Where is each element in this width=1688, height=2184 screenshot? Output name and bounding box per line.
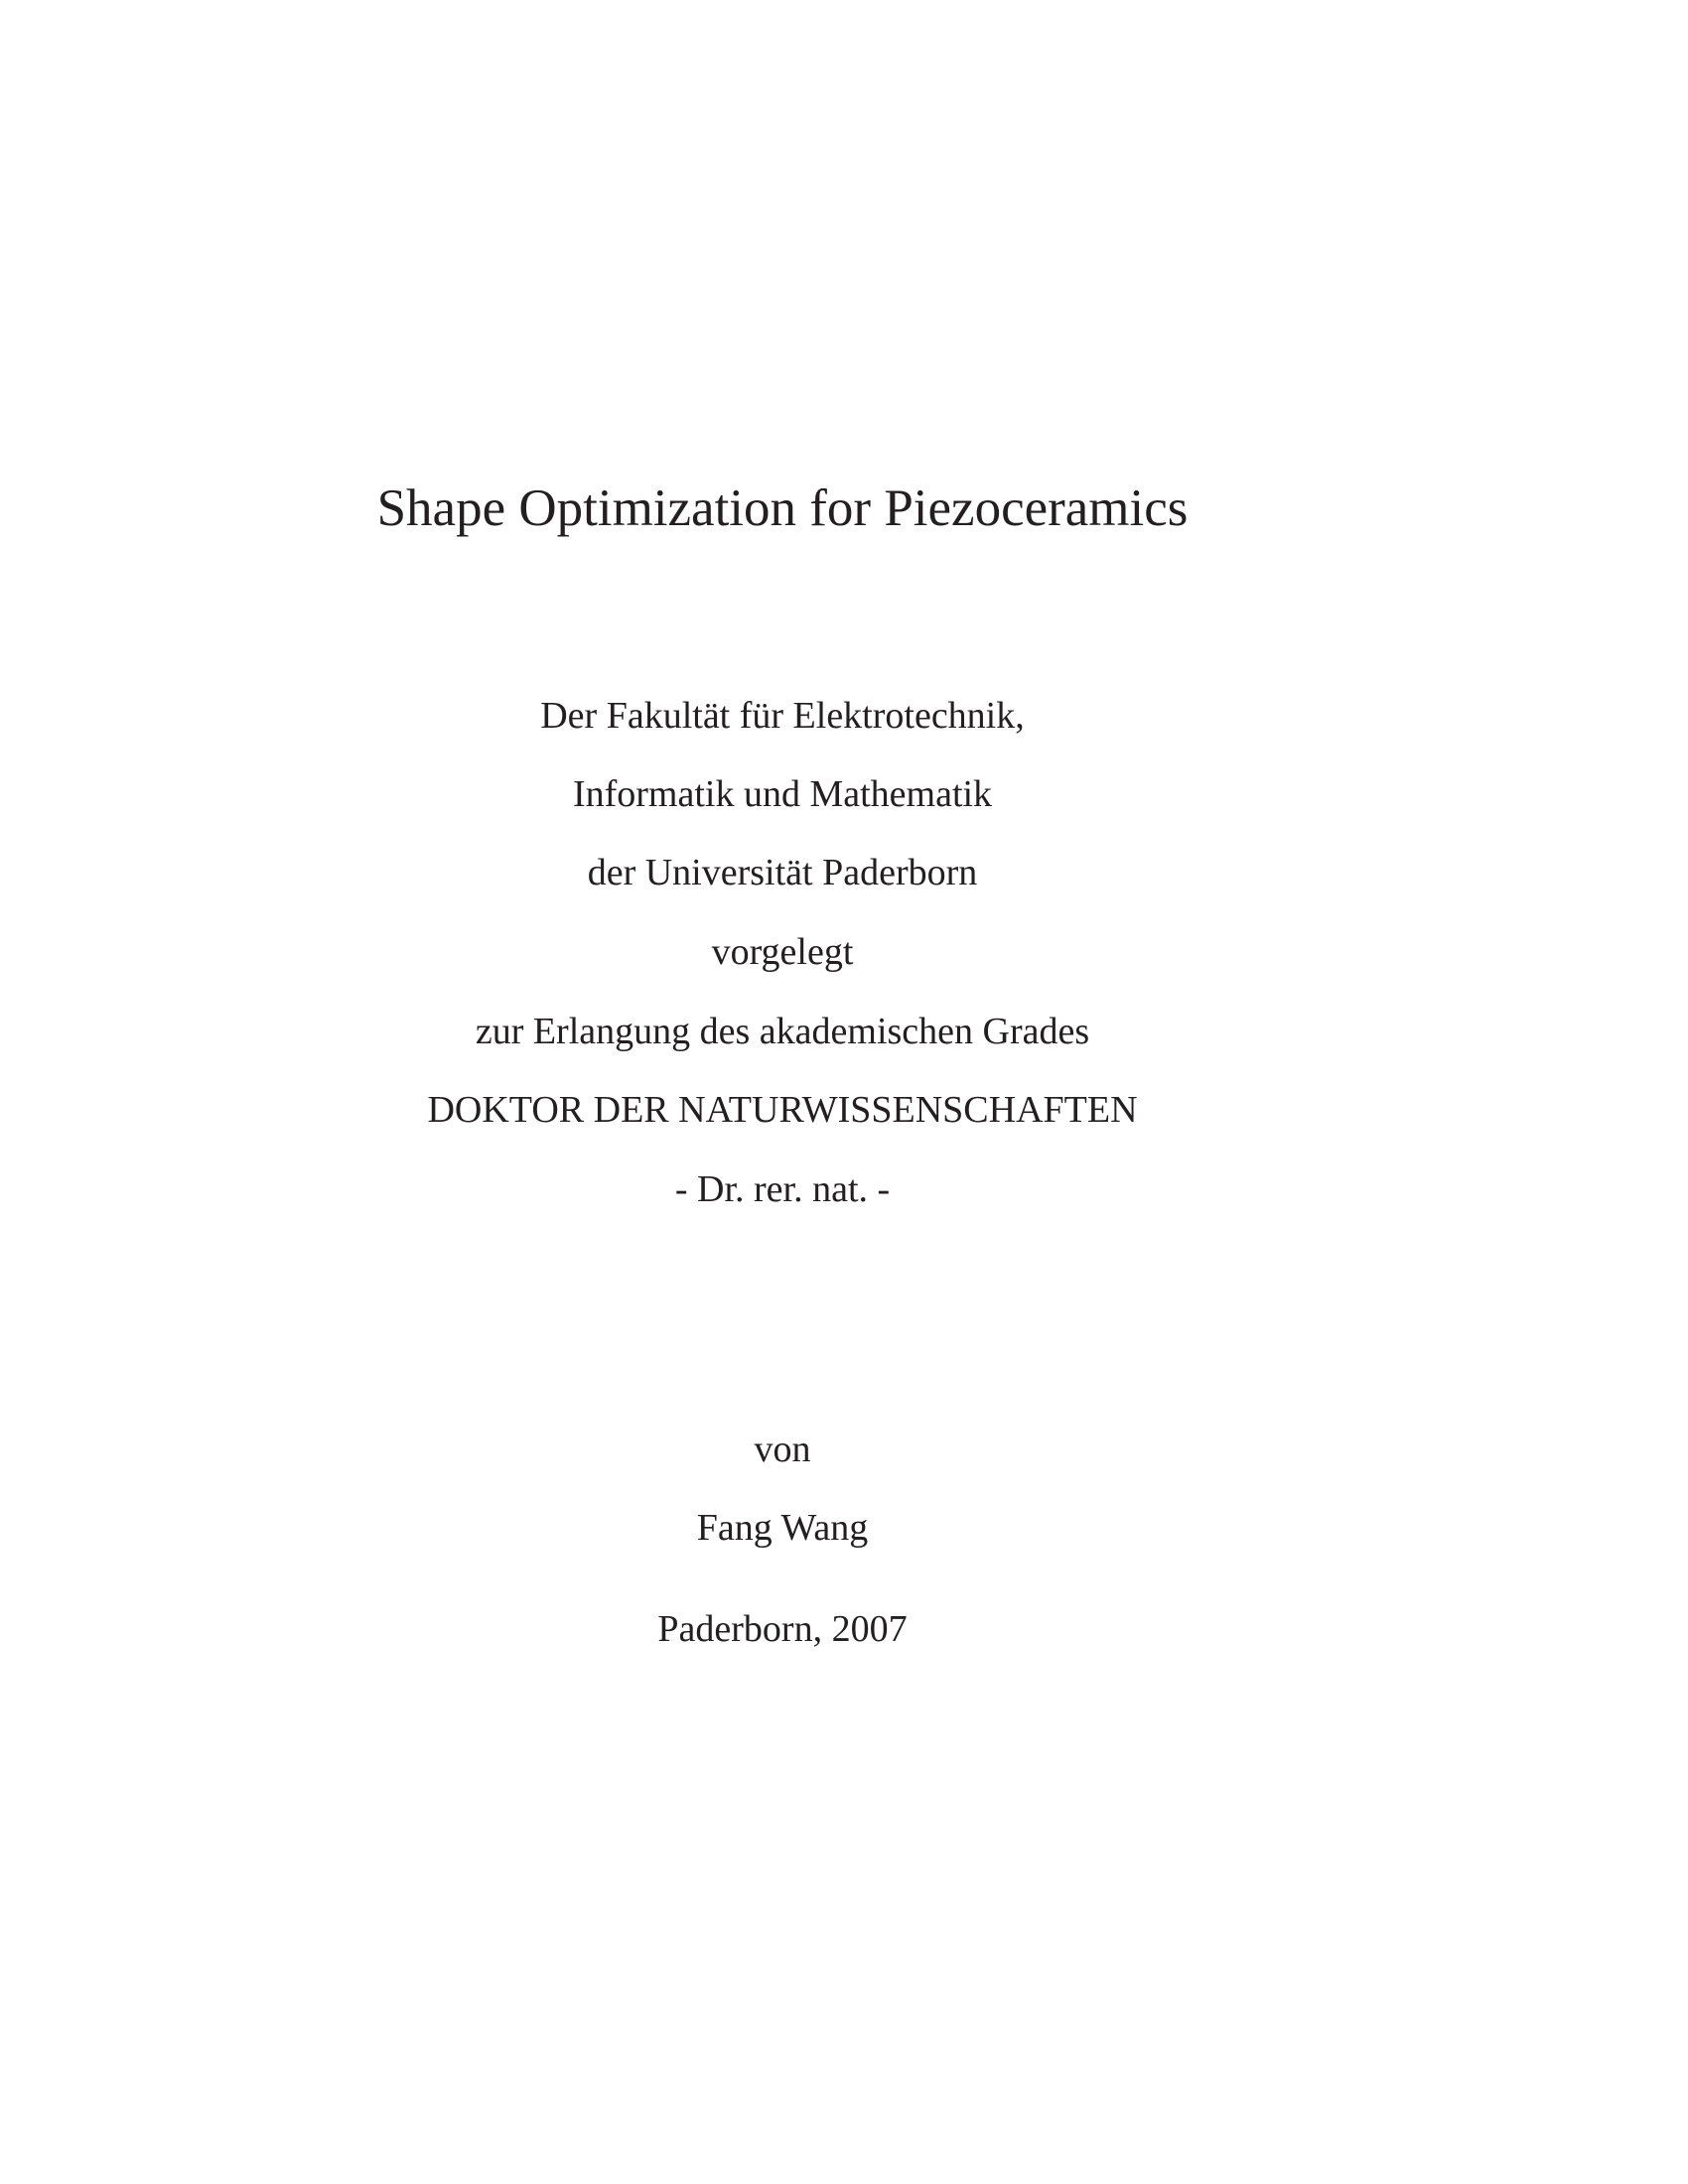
faculty-line-2: Informatik und Mathematik (572, 773, 993, 815)
thesis-title: Shape Optimization for Piezoceramics (376, 479, 1189, 537)
submitted-line: vorgelegt (711, 931, 854, 973)
author-prefix: von (754, 1429, 811, 1470)
author-name: Fang Wang (696, 1507, 869, 1549)
degree-line: DOKTOR DER NATURWISSENSCHAFTEN (427, 1089, 1138, 1131)
faculty-line-1: Der Fakultät für Elektrotechnik, (540, 695, 1025, 737)
place-year: Paderborn, 2007 (657, 1608, 908, 1650)
purpose-line: zur Erlangung des akademischen Grades (475, 1011, 1090, 1052)
university-line: der Universität Paderborn (587, 852, 978, 893)
degree-abbreviation: - Dr. rer. nat. - (674, 1168, 891, 1210)
